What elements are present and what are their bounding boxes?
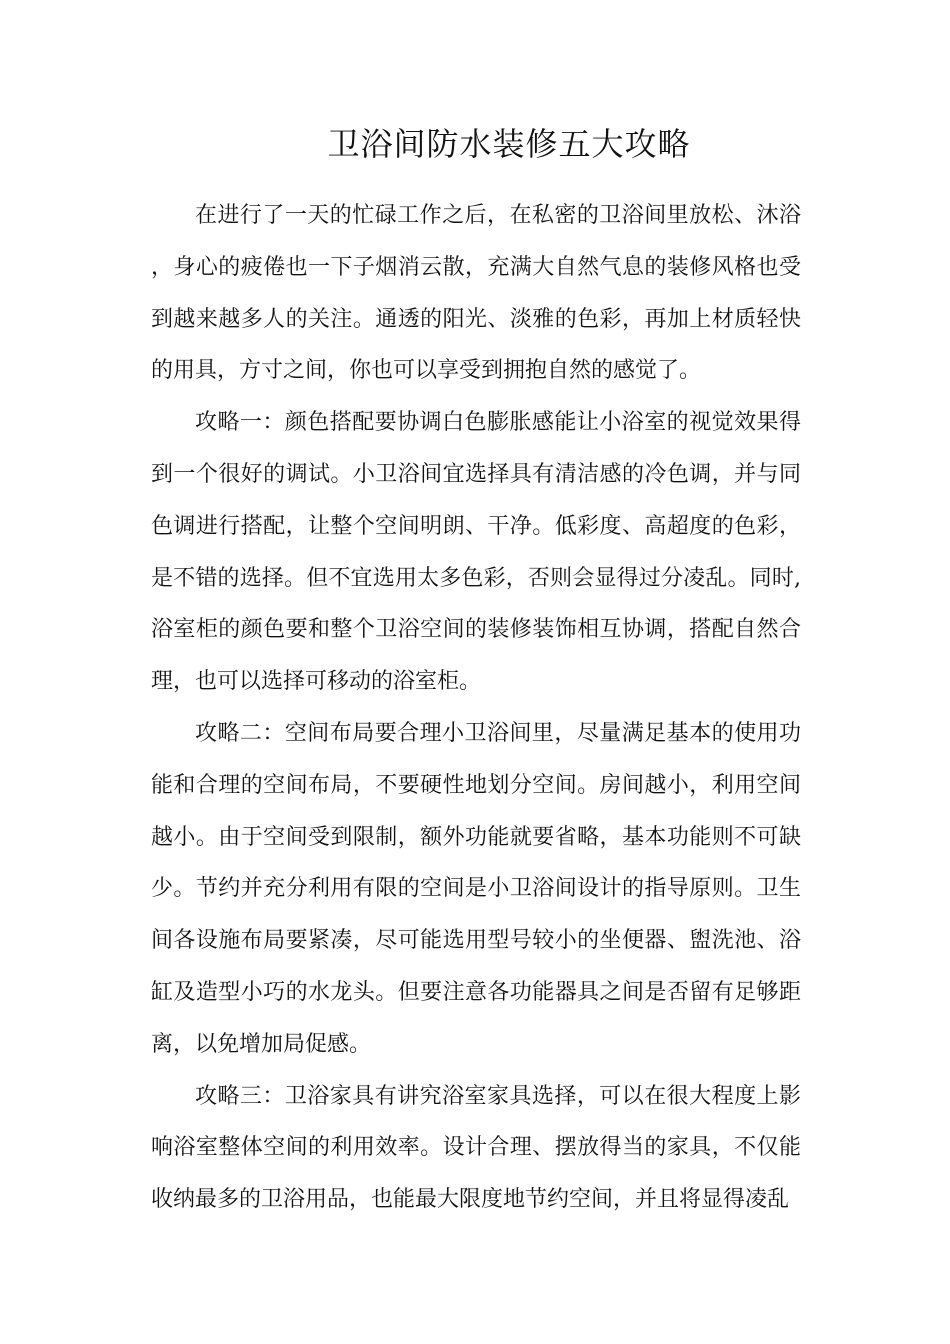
paragraph-tip-2: 攻略二：空间布局要合理小卫浴间里，尽量满足基本的使用功能和合理的空间布局，不要硬性地划分空间。房间越小，利用空间越小。由于空间受到限制，额外功能就要省略，基本功能则不可缺少。节约并充分利用有限的空间是小卫浴间设计的指导原则。卫生间各设施布局要紧凑，尽可能选用型号较小的坐便器、盥洗池、浴缸及造型小巧的水龙头。但要注意各功能器具之间是否留有足够距离，以免增加局促感。 (151, 720, 801, 1057)
document-body (151, 190, 801, 1226)
paragraph-tip-3: 攻略三：卫浴家具有讲究浴室家具选择，可以在很大程度上影响浴室整体空间的利用效率。设计合理、摆放得当的家具，不仅能收纳最多的卫浴用品，也能最大限度地节约空间，并且将显得凌乱 (151, 1083, 801, 1213)
document-title: 卫浴间防水装修五大攻略 (327, 125, 691, 163)
paragraph-intro: 在进行了一天的忙碌工作之后，在私密的卫浴间里放松、沐浴，身心的疲倦也一下子烟消云散，充满大自然气息的装修风格也受到越来越多人的关注。通透的阳光、淡雅的色彩，再加上材质轻快的用具，方寸之间，你也可以享受到拥抱自然的感觉了。 (151, 203, 801, 384)
paragraph-tip-1: 攻略一：颜色搭配要协调白色膨胀感能让小浴室的视觉效果得到一个很好的调试。小卫浴间宜选择具有清洁感的冷色调，并与同色调进行搭配，让整个空间明朗、干净。低彩度、高超度的色彩，是不错的选择。但不宜选用太多色彩，否则会显得过分凌乱。同时,浴室柜的颜色要和整个卫浴空间的装修装饰相互协调，搭配自然合理，也可以选择可移动的浴室柜。 (151, 410, 801, 695)
